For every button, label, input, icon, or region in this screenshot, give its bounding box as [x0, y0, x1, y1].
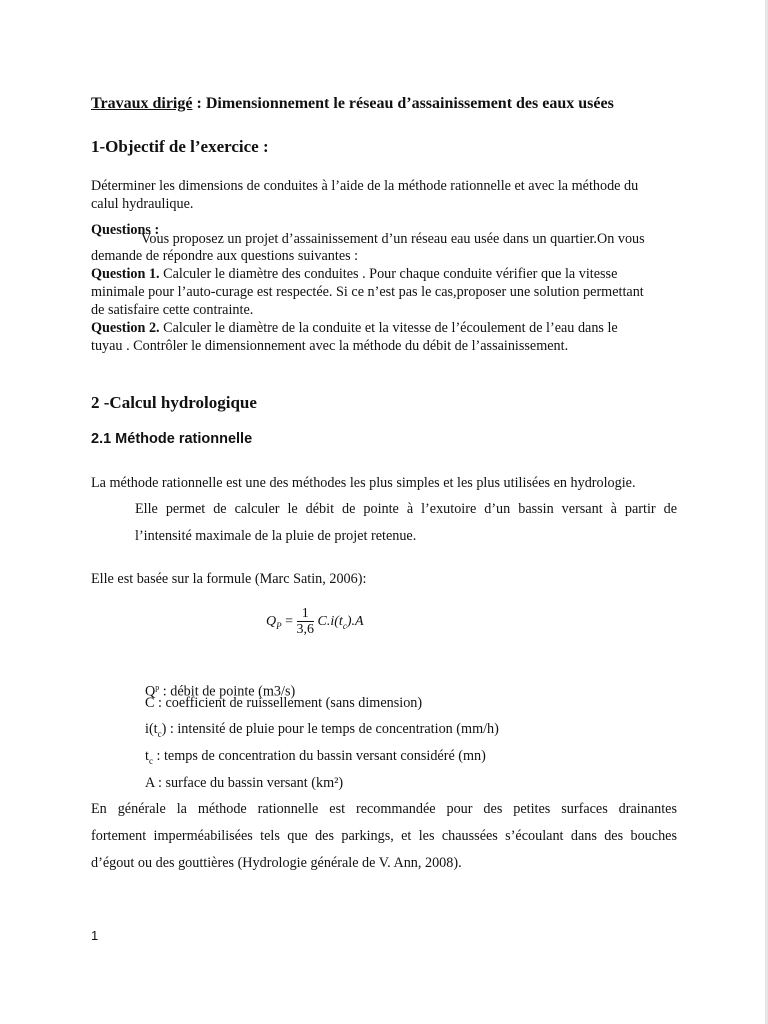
section-1-heading: 1-Objectif de l’exercice :	[91, 137, 269, 156]
question-2-line-1	[91, 320, 618, 337]
formula-lhs: Q	[266, 614, 277, 630]
formula-numerator: 1	[297, 606, 315, 622]
question-2-text: Calculer le diamètre de la conduite et la vitesse de l’écoulement de l’eau dans le	[159, 320, 618, 336]
formula-fraction	[297, 606, 315, 638]
def-qp-sup: p	[155, 683, 160, 692]
formula-intro: Elle est basée sur la formule (Marc Satin, 2006):	[91, 571, 367, 587]
question-2-line-2: tuyau . Contrôler le dimensionnement avec la méthode du débit de l’assainissement.	[91, 338, 569, 354]
def-a: A : surface du bassin versant (km²)	[145, 775, 344, 791]
def-i	[145, 721, 499, 743]
rational-line-1: La méthode rationnelle est une des méthodes les plus simples et les plus utilisées en hydrologie.	[91, 475, 636, 491]
question-1-text: Calculer le diamètre des conduites . Pour chaque conduite vérifier que la vitesse	[159, 266, 618, 282]
def-c: C : coefficient de ruissellement (sans dimension)	[145, 695, 423, 711]
question-1-label: Question 1.	[91, 266, 160, 282]
conclusion-line-1: En générale la méthode rationnelle est recommandée pour des petites surfaces drainantes	[91, 801, 677, 817]
question-2-label: Question 2.	[91, 320, 160, 336]
intro-line-1: Déterminer les dimensions de conduites à l’aide de la méthode rationnelle et avec la méthode du	[91, 178, 639, 194]
def-qp-text: : débit de pointe (m3/s)	[159, 683, 296, 700]
rational-line-2: Elle permet de calculer le débit de pointe à l’exutoire d’un bassin versant à partir de	[135, 501, 677, 517]
questions-line-1: Vous proposez un projet d’assainissement d’un réseau eau usée dans un quartier.On vous	[141, 231, 645, 247]
def-qp-symbol: Q	[145, 683, 156, 700]
formula-rhs-a: C.i(t	[317, 614, 343, 630]
def-i-a: i(t	[145, 721, 158, 737]
title-label: Travaux dirigé	[91, 95, 193, 112]
title-text: : Dimensionnement le réseau d’assainissement des eaux usées	[192, 95, 614, 112]
def-i-sub: c	[157, 728, 162, 739]
question-1-line-1	[91, 266, 617, 283]
rational-formula	[266, 606, 364, 638]
rational-line-3: l’intensité maximale de la pluie de projet retenue.	[135, 528, 417, 544]
intro-line-2: calul hydraulique.	[91, 196, 194, 212]
formula-denominator: 3,6	[296, 622, 315, 637]
question-1-line-3: de satisfaire cette contrainte.	[91, 302, 254, 318]
def-tc-sub: c	[148, 755, 153, 766]
section-2-heading: 2 -Calcul hydrologique	[91, 393, 257, 412]
page-number: 1	[91, 928, 99, 943]
formula-lhs-sub: P	[276, 621, 282, 632]
formula-eq: =	[281, 614, 297, 630]
document-title	[91, 95, 614, 113]
def-tc	[145, 748, 486, 770]
questions-line-2: demande de répondre aux questions suivantes :	[91, 248, 359, 264]
def-tc-b: : temps de concentration du bassin versant considéré (mn)	[152, 748, 486, 764]
def-i-b: ) : intensité de pluie pour le temps de concentration (mm/h)	[161, 721, 499, 737]
formula-rhs-sub: c	[342, 621, 347, 632]
conclusion-line-2: fortement imperméabilisées tels que des parkings, et les chaussées s’écoulant dans des bouches	[91, 828, 677, 844]
questions-label: Questions :	[91, 222, 160, 238]
formula-rhs-b: ).A	[346, 614, 364, 630]
conclusion-line-3: d’égout ou des gouttières (Hydrologie générale de V. Ann, 2008).	[91, 855, 462, 871]
def-tc-a: t	[145, 748, 149, 764]
question-1-line-2: minimale pour l’auto-curage est respectée. Si ce n’est pas le cas,proposer une solution permettant	[91, 284, 644, 300]
subsection-heading: 2.1 Méthode rationnelle	[91, 431, 253, 447]
